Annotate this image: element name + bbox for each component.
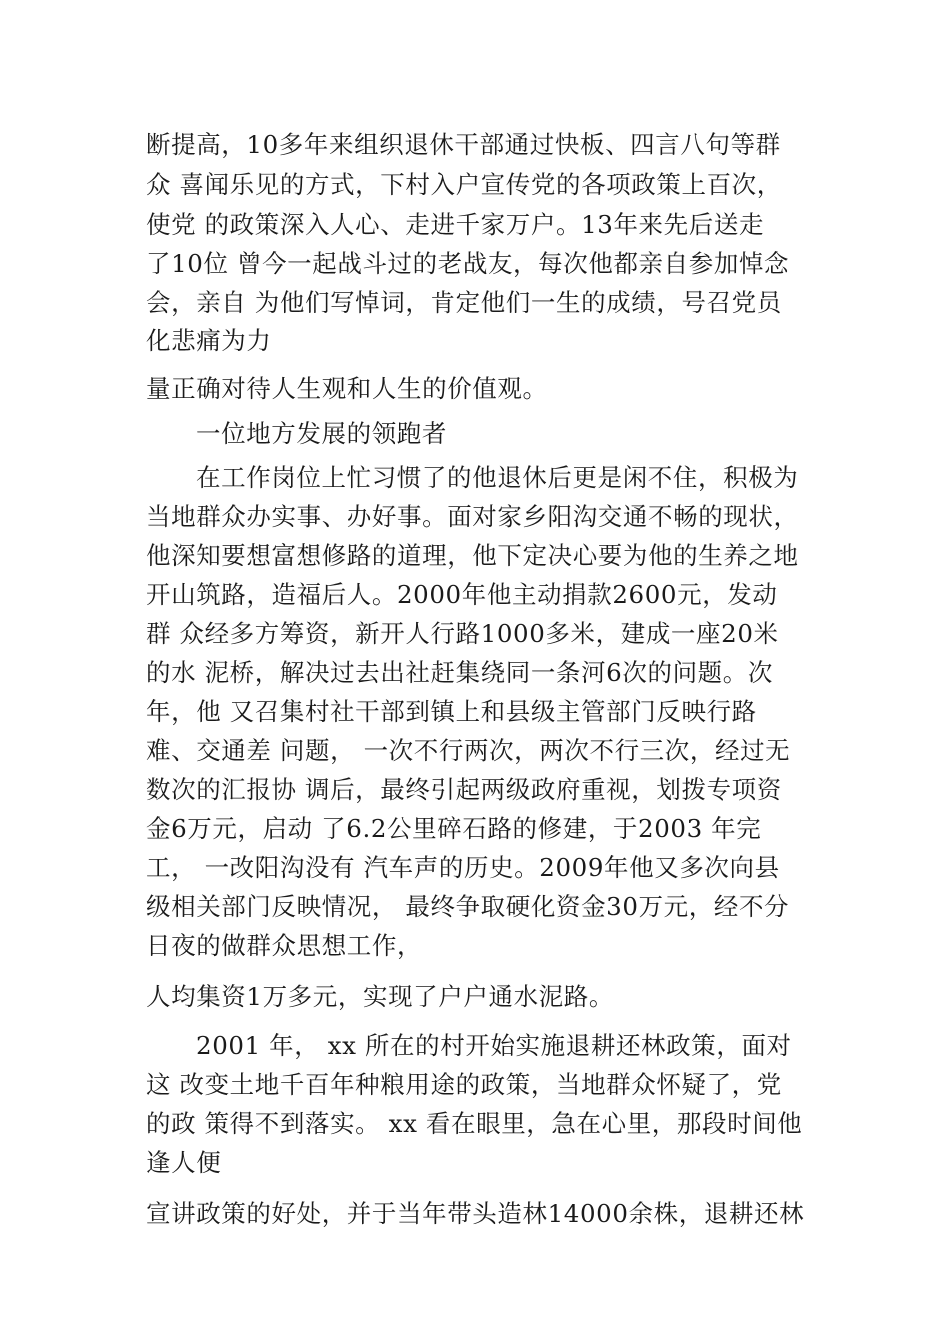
text-line: 数次的汇报协 调后，最终引起两级政府重视，划拨专项资 [146, 775, 782, 804]
text-line: 人均集资1万多元，实现了户户通水泥路。 [146, 982, 614, 1011]
text-line: 在工作岗位上忙习惯了的他退休后更是闲不住，积极为 [196, 463, 799, 492]
text-line: 这 改变土地千百年种粮用途的政策，当地群众怀疑了，党 [146, 1070, 782, 1099]
text-line: 群 众经多方筹资，新开人行路1000多米，建成一座20米 [146, 619, 779, 648]
text-line: 2001 年， xx 所在的村开始实施退耕还林政策，面对 [196, 1031, 792, 1060]
text-line: 会，亲自 为他们写悼词，肯定他们一生的成绩，号召党员 [146, 288, 782, 317]
text-line: 的政 策得不到落实。 xx 看在眼里，急在心里，那段时间他 [146, 1109, 803, 1138]
text-line: 众 喜闻乐见的方式，下村入户宣传党的各项政策上百次， [146, 170, 782, 199]
text-line: 了10位 曾今一起战斗过的老战友，每次他都亲自参加悼念 [146, 249, 790, 278]
text-line: 年，他 又召集村社干部到镇上和县级主管部门反映行路 [146, 697, 757, 726]
section-heading: 一位地方发展的领跑者 [196, 419, 447, 448]
text-line: 难、交通差 问题， 一次不行两次，两次不行三次，经过无 [146, 736, 791, 765]
text-line: 量正确对待人生观和人生的价值观。 [146, 374, 548, 403]
text-line: 当地群众办实事、办好事。面对家乡阳沟交通不畅的现状， [146, 502, 799, 531]
text-line: 他深知要想富想修路的道理，他下定决心要为他的生养之地 [146, 541, 799, 570]
text-line: 断提高，10多年来组织退休干部通过快板、四言八句等群 [146, 130, 781, 159]
text-line: 的水 泥桥，解决过去出社赶集绕同一条河6次的问题。次 [146, 658, 773, 687]
text-line: 工， 一改阳沟没有 汽车声的历史。2009年他又多次向县 [146, 853, 780, 882]
text-line: 宣讲政策的好处，并于当年带头造林14000余株，退耕还林 [146, 1199, 805, 1228]
text-line: 日夜的做群众思想工作， [146, 931, 423, 960]
text-line: 化悲痛为力 [146, 326, 272, 355]
text-line: 逢人便 [146, 1148, 222, 1177]
text-line: 金6万元，启动 了6.2公里碎石路的修建，于2003 年完 [146, 814, 762, 843]
text-line: 开山筑路，造福后人。2000年他主动捐款2600元，发动 [146, 580, 778, 609]
text-line: 级相关部门反映情况， 最终争取硬化资金30万元，经不分 [146, 892, 790, 921]
text-line: 使党 的政策深入人心、走进千家万户。13年来先后送走 [146, 210, 765, 239]
